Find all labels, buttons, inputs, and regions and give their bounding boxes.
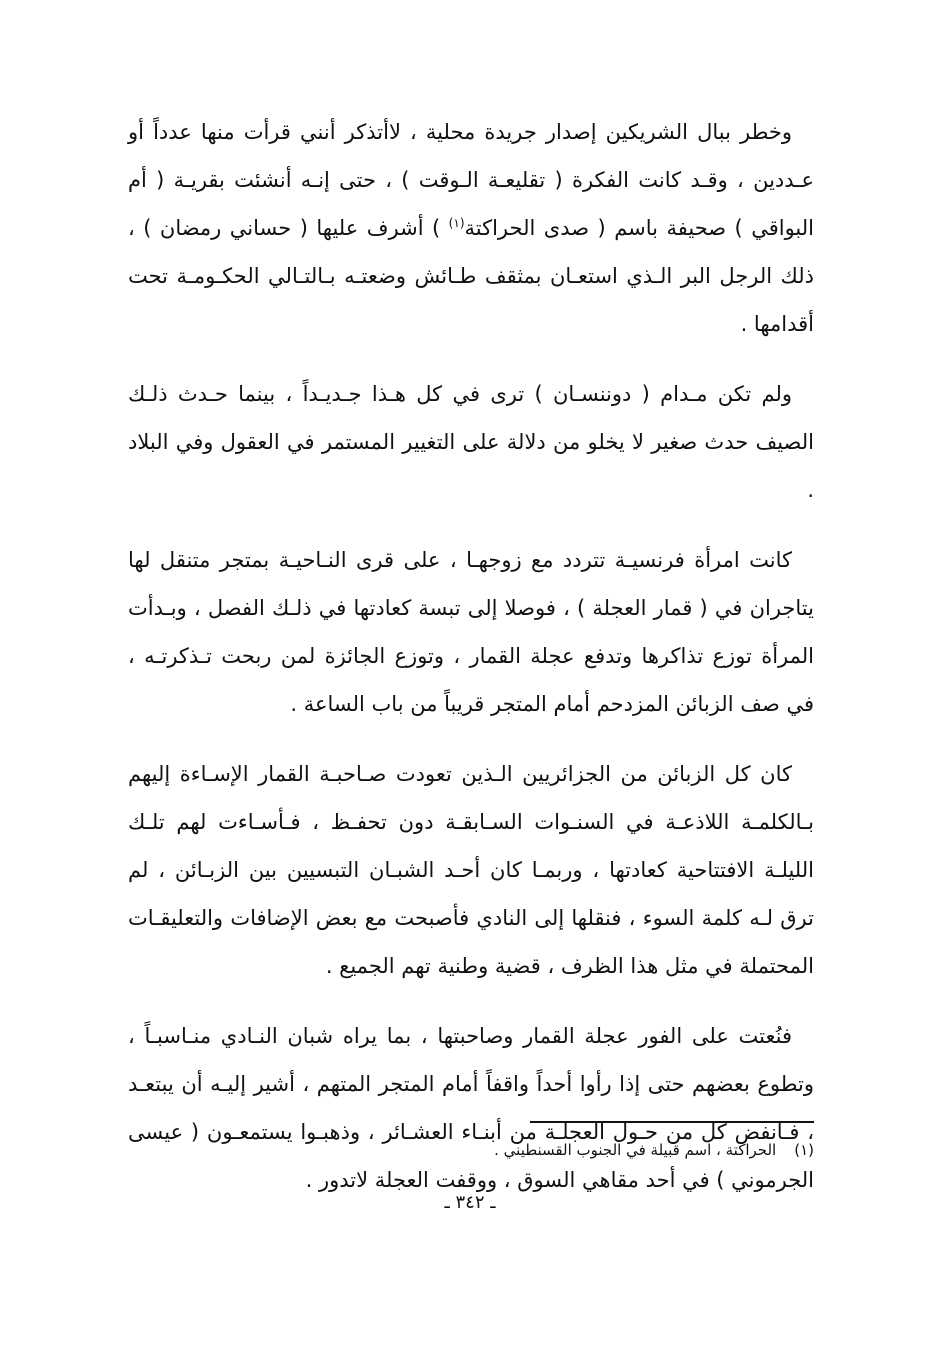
footnote xyxy=(300,1136,814,1164)
paragraph-4: كان كل الزبائن من الجزائريين الـذين تعودت صـاحبـة القمار الإسـاءة إليهم بـالكلمـة اللاذعـة في السنـوات السـابقـة دون تحفـظ ، فـأسـاءت لهم تلـك الليلـة الافتتاحية كعادتها ، وربمـا كان أحـد الشبـان التبسيين بين الزبـائن ، لم ترق لـه كلمة السوء ، فنقلها إلى النادي فأصبحت مع بعض الإضافات والتعليقـات المحتملة في مثل هذا الظرف ، قضية وطنية تهم الجميع . xyxy=(128,762,814,978)
paragraph-5: فنُعتت على الفور عجلة القمار وصاحبتها ، بما يراه شبان النـادي منـاسبـاً ، وتطوع بعضهم حتى إذا رأوا أحداً واقفاً أمام المتجر المتهم ، أشير إليـه أن يبتعـد ، فـانفض كل من حـول العجلـة من أبنـاء العشـائر ، وذهبـوا يستمعـون ( عيسى الجرموني ) في أحد مقاهي السوق ، ووقفت العجلة لاتدور . xyxy=(128,1024,814,1192)
paragraph-2: ولم تكن مـدام ( دوننسـان ) ترى في كل هـذا جـديـداً ، بينما حـدث ذلـك الصيف حدث صغير لا يخلو من دلالة على التغيير المستمر في العقول وفي البلاد . xyxy=(128,382,814,502)
body-text xyxy=(128,108,814,1226)
footnote-marker: (١) xyxy=(794,1141,814,1159)
page-number: ـ ٣٤٢ ـ xyxy=(444,1192,496,1213)
paragraph-3: كانت امرأة فرنسيـة تتردد مع زوجهـا ، على قرى النـاحيـة بمتجر متنقل لها يتاجران في ( قمار العجلة ) ، فوصلا إلى تبسة كعادتها في ذلـك الفصل ، وبـدأت المرأة توزع تذاكرها وتدفع عجلة القمار ، وتوزع الجائزة لمن ربحت تـذكرتـه ، في صف الزبائن المزدحم أمام المتجر قريباً من باب الساعة . xyxy=(128,548,814,716)
paragraph-1 xyxy=(128,108,814,348)
footnote-text: الحراكتة ، اسم قبيلة في الجنوب القسنطيني . xyxy=(494,1141,777,1159)
paragraph-1-text-after-note: ) أشرف عليها ( حساني رمضان ) ، ذلك الرجل البر الـذي استعـان بمثقف طـائش وضعتـه بـالتـالي الحكـومـة تحت أقدامها . xyxy=(128,216,814,336)
paragraph-1-text-before-note: وخطر ببال الشريكين إصدار جريدة محلية ، لاأتذكر أنني قرأت منها عدداً أو عـددين ، وقـد كانت الفكرة ( تقليعـة الـوقت ) ، حتى إنـه أنشئت بقريـة ( أم البواقي ) صحيفة باسم ( صدى الحراكتة xyxy=(128,120,815,240)
footnote-reference: (١) xyxy=(448,216,465,230)
footnote-divider xyxy=(530,1121,814,1123)
